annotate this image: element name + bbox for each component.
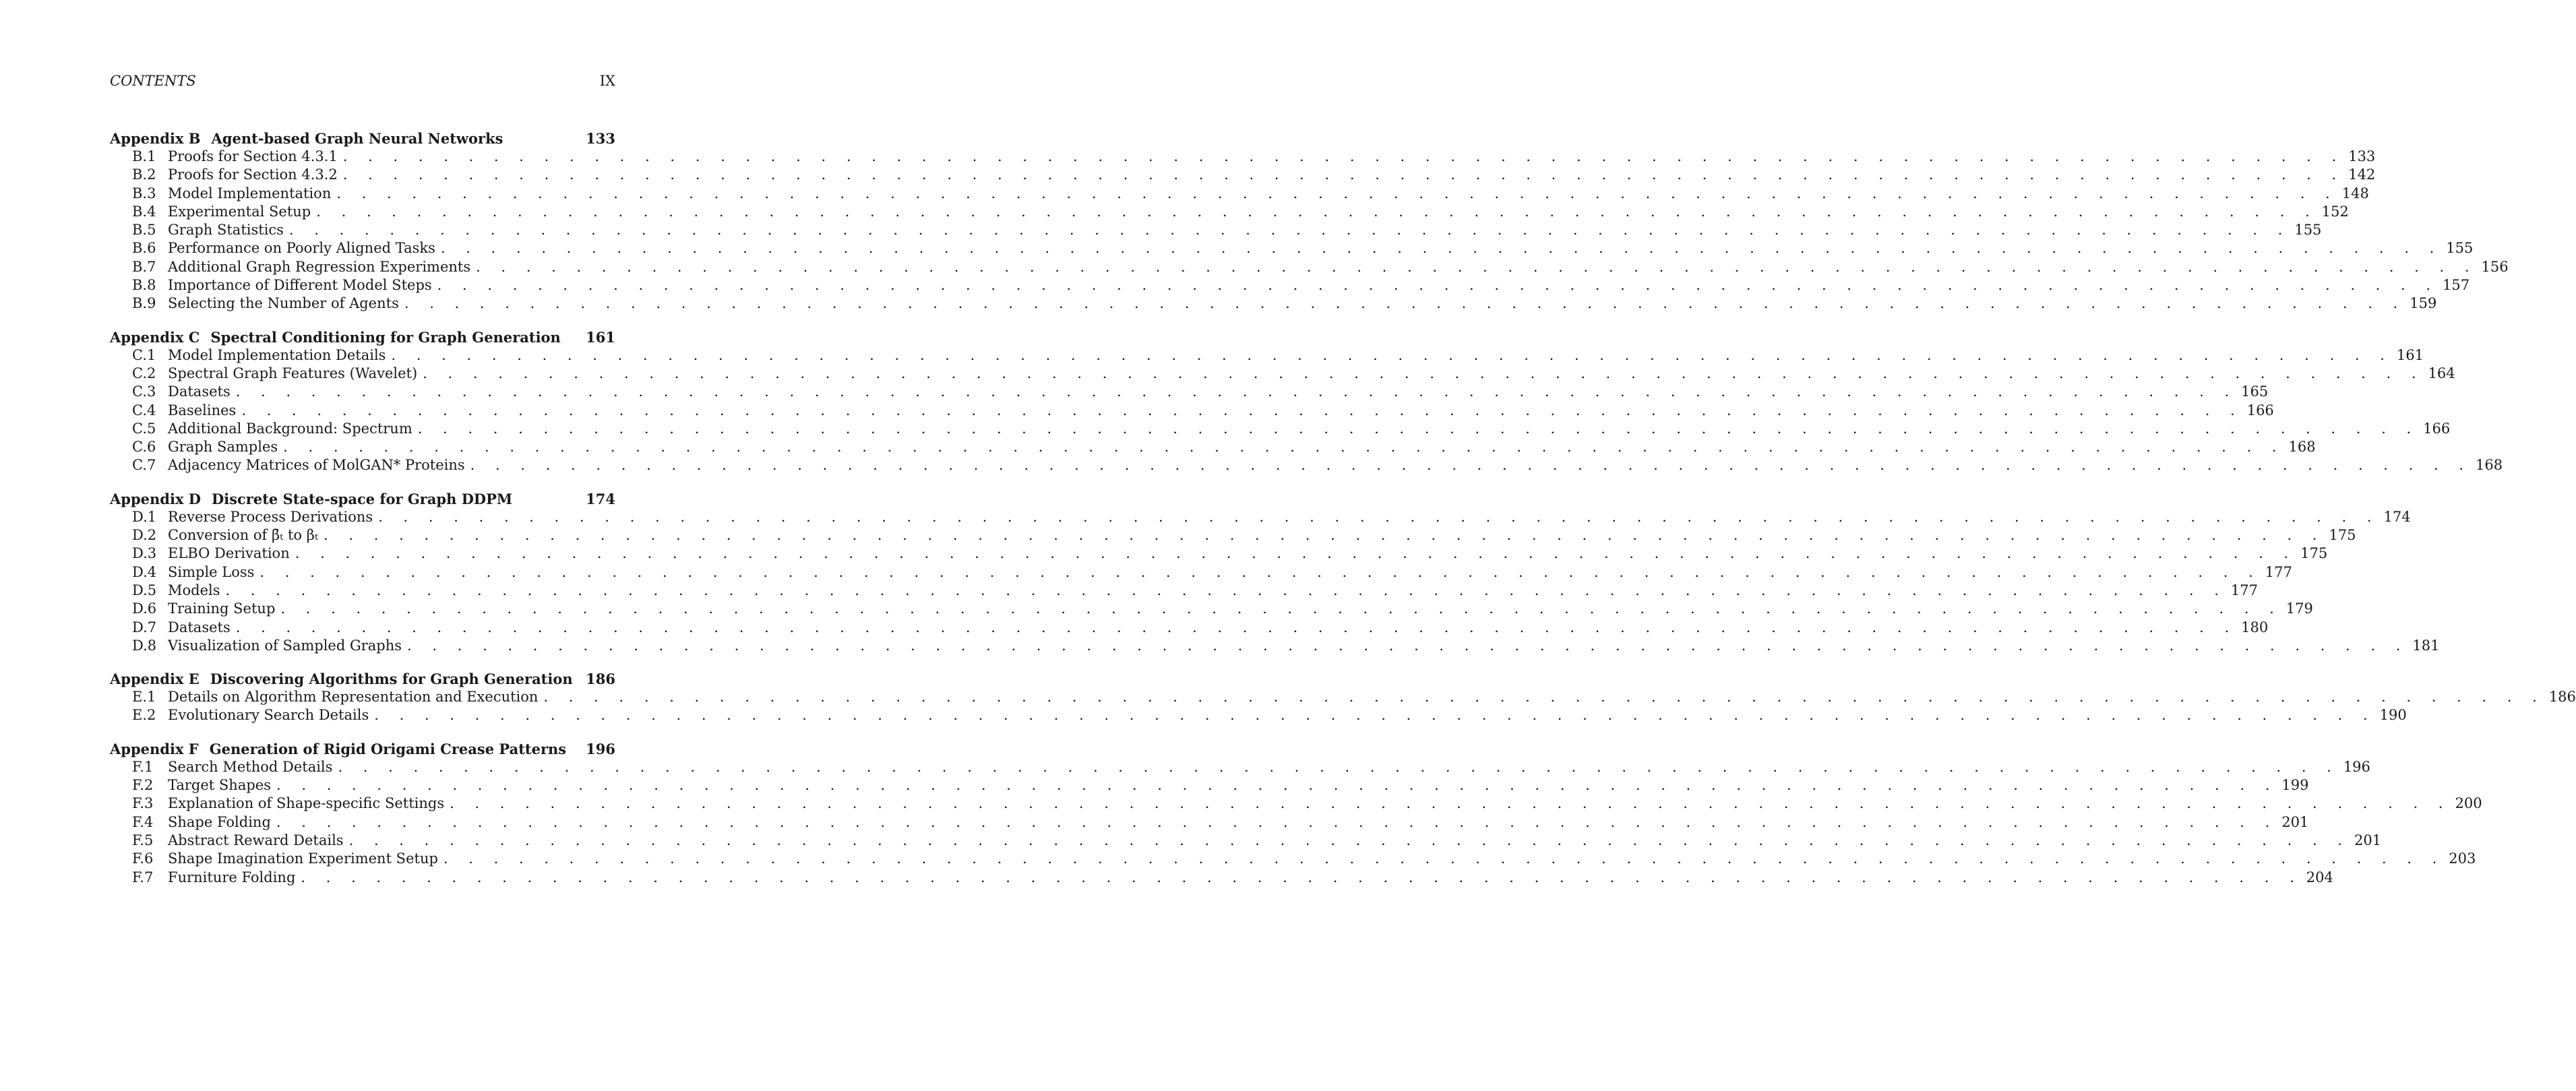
appendix-label: Appendix D xyxy=(110,490,201,507)
entry-number: C.2 xyxy=(132,365,156,381)
entry-title: Search Method Details xyxy=(168,758,333,775)
entry-number: D.1 xyxy=(132,508,157,525)
dot-leader: . . . . . . . . . . . . . . . . . . . . . . . . . . . . . . . . . . . . . . . . . . . . . . . . . . . . . . . . . . . . . . . . . . . . . . . . . . . . . . . . xyxy=(342,166,2345,183)
dot-leader: . . . . . . . . . . . . . . . . . . . . . . . . . . . . . . . . . . . . . . . . . . . . . . . . . . . . . . . . . . . . . . . . . . . . . . . . . . . . . . . . xyxy=(280,600,2282,617)
dot-leader: . . . . . . . . . . . . . . . . . . . . . . . . . . . . . . . . . . . . . . . . . . . . . . . . . . . . . . . . . . . . . . . . . . . . . . . . . . . . . . . . xyxy=(235,383,2238,400)
entry-title: Visualization of Sampled Graphs xyxy=(168,637,402,654)
entry-number: B.7 xyxy=(132,258,156,275)
entry-title: Furniture Folding xyxy=(168,869,296,885)
entry-number: F.6 xyxy=(132,850,154,867)
entry-page-number: 152 xyxy=(2321,203,2349,220)
entry-title: ELBO Derivation xyxy=(168,545,290,562)
toc-entry[interactable] xyxy=(110,832,2382,850)
running-head xyxy=(110,73,615,93)
toc-entry[interactable] xyxy=(110,456,2503,474)
toc-entry[interactable] xyxy=(110,600,2313,618)
entry-title: Proofs for Section 4.3.1 xyxy=(168,148,338,164)
toc-entry[interactable] xyxy=(110,346,2424,365)
entry-page-number: 177 xyxy=(2230,582,2258,598)
toc-appendix-heading[interactable] xyxy=(110,490,615,508)
entry-page-number: 200 xyxy=(2455,795,2482,812)
toc-entry[interactable] xyxy=(110,544,2328,563)
dot-leader: . . . . . . . . . . . . . . . . . . . . . . . . . . . . . . . . . . . . . . . . . . . . . . . . . . . . . . . . . . . . . . . . . . . . . . . . . . . . . . . . xyxy=(407,637,2409,654)
entry-number: F.1 xyxy=(132,758,154,775)
appendix-page-number: 161 xyxy=(586,328,615,346)
entry-title: Models xyxy=(168,582,220,598)
entry-title: Model Implementation xyxy=(168,185,332,201)
dot-leader: . . . . . . . . . . . . . . . . . . . . . . . . . . . . . . . . . . . . . . . . . . . . . . . . . . . . . . . . . . . . . . . . . . . . . . . . . . . . . . . . xyxy=(440,240,2443,257)
appendix-label: Appendix E xyxy=(110,671,200,688)
entry-number: D.3 xyxy=(132,545,157,562)
entry-title: Spectral Graph Features (Wavelet) xyxy=(168,365,418,381)
running-head-title: CONTENTS xyxy=(110,73,196,89)
entry-title: Selecting the Number of Agents xyxy=(168,295,399,312)
dot-leader: . . . . . . . . . . . . . . . . . . . . . . . . . . . . . . . . . . . . . . . . . . . . . . . . . . . . . . . . . . . . . . . . . . . . . . . . . . . . . . . . xyxy=(338,758,2339,775)
entry-title: Importance of Different Model Steps xyxy=(168,277,432,294)
dot-leader: . . . . . . . . . . . . . . . . . . . . . . . . . . . . . . . . . . . . . . . . . . . . . . . . . . . . . . . . . . . . . . . . . . . . . . . . . . . . . . . . xyxy=(450,795,2451,812)
entry-title: Shape Folding xyxy=(168,813,271,830)
entry-title: Performance on Poorly Aligned Tasks xyxy=(168,240,435,257)
entry-page-number: 142 xyxy=(2348,166,2376,183)
entry-page-number: 156 xyxy=(2481,258,2509,275)
entry-title: Shape Imagination Experiment Setup xyxy=(168,850,438,867)
dot-leader: . . . . . . . . . . . . . . . . . . . . . . . . . . . . . . . . . . . . . . . . . . . . . . . . . . . . . . . . . . . . . . . . . . . . . . . . . . . . . . . . xyxy=(374,707,2376,724)
entry-page-number: 148 xyxy=(2341,185,2369,201)
dot-leader: . . . . . . . . . . . . . . . . . . . . . . . . . . . . . . . . . . . . . . . . . . . . . . . . . . . . . . . . . . . . . . . . . . . . . . . . . . . . . . . . xyxy=(288,222,2291,239)
entry-page-number: 190 xyxy=(2379,707,2407,724)
entry-number: B.9 xyxy=(132,295,156,312)
toc-entry[interactable] xyxy=(110,563,2292,582)
entry-title: Graph Samples xyxy=(168,439,278,456)
toc-entry[interactable] xyxy=(110,794,2482,813)
entry-title: Additional Graph Regression Experiments xyxy=(168,258,471,275)
entry-number: C.5 xyxy=(132,420,156,437)
toc-entry[interactable] xyxy=(110,582,2258,600)
appendix-label: Appendix C xyxy=(110,328,200,346)
entry-page-number: 168 xyxy=(2288,439,2316,456)
toc-entry[interactable] xyxy=(110,526,2356,544)
entry-title: Adjacency Matrices of MolGAN* Proteins xyxy=(168,457,465,474)
toc-appendix-section xyxy=(110,670,2576,725)
toc-entry[interactable] xyxy=(110,365,2455,383)
appendix-title: Discovering Algorithms for Graph Generation xyxy=(210,671,573,688)
dot-leader: . . . . . . . . . . . . . . . . . . . . . . . . . . . . . . . . . . . . . . . . . . . . . . . . . . . . . . . . . . . . . . . . . . . . . . . . . . . . . . . . xyxy=(391,346,2393,363)
entry-page-number: 166 xyxy=(2246,402,2274,418)
toc-entry[interactable] xyxy=(110,706,2407,724)
entry-number: D.7 xyxy=(132,619,157,635)
entry-number: B.3 xyxy=(132,185,156,201)
toc-appendix-heading[interactable] xyxy=(110,670,615,688)
entry-number: C.4 xyxy=(132,402,156,418)
entry-page-number: 174 xyxy=(2383,508,2411,525)
toc-entry[interactable] xyxy=(110,276,2470,294)
toc-appendix-heading[interactable] xyxy=(110,129,615,148)
entry-title: Explanation of Shape-specific Settings xyxy=(168,795,445,812)
entry-number: E.1 xyxy=(132,689,156,706)
entry-title: Simple Loss xyxy=(168,563,255,580)
entry-page-number: 201 xyxy=(2281,813,2309,830)
entry-page-number: 168 xyxy=(2476,457,2503,474)
dot-leader: . . . . . . . . . . . . . . . . . . . . . . . . . . . . . . . . . . . . . . . . . . . . . . . . . . . . . . . . . . . . . . . . . . . . . . . . . . . . . . . . xyxy=(342,148,2345,164)
entry-page-number: 181 xyxy=(2412,637,2440,654)
entry-page-number: 199 xyxy=(2281,777,2309,794)
entry-title: Model Implementation Details xyxy=(168,346,386,363)
toc-appendix-section xyxy=(110,129,2509,313)
entry-title: Baselines xyxy=(168,402,237,418)
dot-leader: . . . . . . . . . . . . . . . . . . . . . . . . . . . . . . . . . . . . . . . . . . . . . . . . . . . . . . . . . . . . . . . . . . . . . . . . . . . . . . . . xyxy=(235,619,2238,635)
entry-number: D.4 xyxy=(132,563,157,580)
toc-appendix-heading[interactable] xyxy=(110,740,615,758)
appendix-page-number: 174 xyxy=(586,490,615,507)
entry-page-number: 166 xyxy=(2423,420,2451,437)
toc-entry[interactable] xyxy=(110,776,2309,794)
toc-entry[interactable] xyxy=(110,813,2309,832)
entry-title: Target Shapes xyxy=(168,777,271,794)
toc-entry[interactable] xyxy=(110,203,2349,221)
entry-page-number: 196 xyxy=(2343,758,2370,775)
toc-entry[interactable] xyxy=(110,221,2322,239)
dot-leader: . . . . . . . . . . . . . . . . . . . . . . . . . . . . . . . . . . . . . . . . . . . . . . . . . . . . . . . . . . . . . . . . . . . . . . . . . . . . . . . . xyxy=(283,439,2285,456)
entry-page-number: 186 xyxy=(2548,689,2576,706)
entry-number: D.2 xyxy=(132,527,157,544)
entry-page-number: 179 xyxy=(2286,600,2313,617)
appendix-page-number: 133 xyxy=(586,130,615,147)
toc-entry[interactable] xyxy=(110,383,2269,401)
entry-page-number: 175 xyxy=(2329,527,2356,544)
document-page xyxy=(110,0,2576,1091)
entry-title: Abstract Reward Details xyxy=(168,832,344,848)
toc-entry[interactable] xyxy=(110,619,2269,637)
entry-number: F.7 xyxy=(132,869,154,885)
entry-number: C.6 xyxy=(132,439,156,456)
appendix-label: Appendix F xyxy=(110,740,199,757)
entry-number: F.4 xyxy=(132,813,154,830)
toc-entry[interactable] xyxy=(110,294,2437,313)
appendix-title: Discrete State-space for Graph DDPM xyxy=(212,490,513,507)
toc-entry[interactable] xyxy=(110,402,2274,420)
dot-leader: . . . . . . . . . . . . . . . . . . . . . . . . . . . . . . . . . . . . . . . . . . . . . . . . . . . . . . . . . . . . . . . . . . . . . . . . . . . . . . . . xyxy=(241,402,2243,418)
appendix-title: Agent-based Graph Neural Networks xyxy=(211,130,503,147)
entry-number: F.2 xyxy=(132,777,154,794)
dot-leader: . . . . . . . . . . . . . . . . . . . . . . . . . . . . . . . . . . . . . . . . . . . . . . . . . . . . . . . . . . . . . . . . . . . . . . . . . . . . . . . . xyxy=(259,563,2261,580)
appendix-page-number: 196 xyxy=(586,740,615,757)
entry-number: B.1 xyxy=(132,148,156,164)
dot-leader: . . . . . . . . . . . . . . . . . . . . . . . . . . . . . . . . . . . . . . . . . . . . . . . . . . . . . . . . . . . . . . . . . . . . . . . . . . . . . . . . xyxy=(276,813,2278,830)
entry-page-number: 159 xyxy=(2410,295,2437,312)
entry-page-number: 175 xyxy=(2300,545,2328,562)
dot-leader: . . . . . . . . . . . . . . . . . . . . . . . . . . . . . . . . . . . . . . . . . . . . . . . . . . . . . . . . . . . . . . . . . . . . . . . . . . . . . . . . xyxy=(336,185,2338,201)
entry-number: E.2 xyxy=(132,707,156,724)
entry-title: Experimental Setup xyxy=(168,203,311,220)
entry-number: D.8 xyxy=(132,637,157,654)
entry-number: D.5 xyxy=(132,582,157,598)
dot-leader: . . . . . . . . . . . . . . . . . . . . . . . . . . . . . . . . . . . . . . . . . . . . . . . . . . . . . . . . . . . . . . . . . . . . . . . . . . . . . . . . xyxy=(423,365,2424,381)
entry-number: B.5 xyxy=(132,222,156,239)
appendix-title: Generation of Rigid Origami Crease Patterns xyxy=(209,740,567,757)
toc-entry[interactable] xyxy=(110,148,2376,166)
toc-entry[interactable] xyxy=(110,420,2451,438)
entry-page-number: 155 xyxy=(2446,240,2474,257)
entry-page-number: 180 xyxy=(2241,619,2269,635)
toc-entry[interactable] xyxy=(110,258,2509,276)
entry-page-number: 165 xyxy=(2241,383,2269,400)
toc-appendix-heading[interactable] xyxy=(110,328,615,346)
entry-title: Training Setup xyxy=(168,600,276,617)
dot-leader: . . . . . . . . . . . . . . . . . . . . . . . . . . . . . . . . . . . . . . . . . . . . . . . . . . . . . . . . . . . . . . . . . . . . . . . . . . . . . . . . xyxy=(470,457,2472,474)
toc-appendix-section xyxy=(110,328,2503,475)
toc-entry[interactable] xyxy=(110,850,2476,868)
entry-title: Datasets xyxy=(168,619,231,635)
entry-number: B.6 xyxy=(132,240,156,257)
dot-leader: . . . . . . . . . . . . . . . . . . . . . . . . . . . . . . . . . . . . . . . . . . . . . . . . . . . . . . . . . . . . . . . . . . . . . . . . . . . . . . . . xyxy=(378,508,2380,525)
entry-page-number: 203 xyxy=(2449,850,2476,867)
toc-entry[interactable] xyxy=(110,637,2440,655)
appendix-title: Spectral Conditioning for Graph Generation xyxy=(210,328,561,346)
entry-page-number: 204 xyxy=(2306,869,2333,885)
dot-leader: . . . . . . . . . . . . . . . . . . . . . . . . . . . . . . . . . . . . . . . . . . . . . . . . . . . . . . . . . . . . . . . . . . . . . . . . . . . . . . . . xyxy=(301,869,2302,885)
entry-number: C.7 xyxy=(132,457,156,474)
dot-leader: . . . . . . . . . . . . . . . . . . . . . . . . . . . . . . . . . . . . . . . . . . . . . . . . . . . . . . . . . . . . . . . . . . . . . . . . . . . . . . . . xyxy=(348,832,2350,848)
toc-appendix-section xyxy=(110,490,2440,655)
toc-entry[interactable] xyxy=(110,508,2411,526)
entry-title: Graph Statistics xyxy=(168,222,284,239)
dot-leader: . . . . . . . . . . . . . . . . . . . . . . . . . . . . . . . . . . . . . . . . . . . . . . . . . . . . . . . . . . . . . . . . . . . . . . . . . . . . . . . . xyxy=(476,258,2478,275)
dot-leader: . . . . . . . . . . . . . . . . . . . . . . . . . . . . . . . . . . . . . . . . . . . . . . . . . . . . . . . . . . . . . . . . . . . . . . . . . . . . . . . . xyxy=(437,277,2439,294)
entry-title: Reverse Process Derivations xyxy=(168,508,373,525)
dot-leader: . . . . . . . . . . . . . . . . . . . . . . . . . . . . . . . . . . . . . . . . . . . . . . . . . . . . . . . . . . . . . . . . . . . . . . . . . . . . . . . . xyxy=(295,545,2297,562)
appendix-label: Appendix B xyxy=(110,130,201,147)
dot-leader: . . . . . . . . . . . . . . . . . . . . . . . . . . . . . . . . . . . . . . . . . . . . . . . . . . . . . . . . . . . . . . . . . . . . . . . . . . . . . . . . xyxy=(404,295,2406,312)
entry-page-number: 157 xyxy=(2443,277,2470,294)
appendix-page-number: 186 xyxy=(586,671,615,688)
toc-entry[interactable] xyxy=(110,239,2474,257)
toc-entry[interactable] xyxy=(110,758,2370,776)
dot-leader: . . . . . . . . . . . . . . . . . . . . . . . . . . . . . . . . . . . . . . . . . . . . . . . . . . . . . . . . . . . . . . . . . . . . . . . . . . . . . . . . xyxy=(276,777,2278,794)
table-of-contents xyxy=(110,129,2576,902)
toc-entry[interactable] xyxy=(110,166,2376,184)
entry-number: B.2 xyxy=(132,166,156,183)
toc-entry[interactable] xyxy=(110,438,2316,456)
page-number: IX xyxy=(599,73,615,89)
entry-title: Proofs for Section 4.3.2 xyxy=(168,166,338,183)
entry-page-number: 133 xyxy=(2348,148,2376,164)
entry-number: D.6 xyxy=(132,600,157,617)
entry-page-number: 164 xyxy=(2428,365,2455,381)
entry-title: Conversion of β̄ₜ to βₜ xyxy=(168,527,319,544)
entry-title: Details on Algorithm Representation and Execution xyxy=(168,689,539,706)
dot-leader: . . . . . . . . . . . . . . . . . . . . . . . . . . . . . . . . . . . . . . . . . . . . . . . . . . . . . . . . . . . . . . . . . . . . . . . . . . . . . . . . xyxy=(225,582,2227,598)
dot-leader: . . . . . . . . . . . . . . . . . . . . . . . . . . . . . . . . . . . . . . . . . . . . . . . . . . . . . . . . . . . . . . . . . . . . . . . . . . . . . . . . xyxy=(543,689,2545,706)
entry-number: C.3 xyxy=(132,383,156,400)
entry-page-number: 161 xyxy=(2396,346,2424,363)
entry-number: F.3 xyxy=(132,795,154,812)
toc-entry[interactable] xyxy=(110,869,2333,887)
entry-title: Additional Background: Spectrum xyxy=(168,420,412,437)
entry-title: Evolutionary Search Details xyxy=(168,707,369,724)
dot-leader: . . . . . . . . . . . . . . . . . . . . . . . . . . . . . . . . . . . . . . . . . . . . . . . . . . . . . . . . . . . . . . . . . . . . . . . . . . . . . . . . xyxy=(443,850,2445,867)
toc-appendix-section xyxy=(110,740,2482,887)
toc-entry[interactable] xyxy=(110,185,2369,203)
entry-page-number: 155 xyxy=(2294,222,2322,239)
toc-entry[interactable] xyxy=(110,688,2576,706)
entry-number: B.4 xyxy=(132,203,156,220)
dot-leader: . . . . . . . . . . . . . . . . . . . . . . . . . . . . . . . . . . . . . . . . . . . . . . . . . . . . . . . . . . . . . . . . . . . . . . . . . . . . . . . . xyxy=(417,420,2420,437)
dot-leader: . . . . . . . . . . . . . . . . . . . . . . . . . . . . . . . . . . . . . . . . . . . . . . . . . . . . . . . . . . . . . . . . . . . . . . . . . . . . . . . . xyxy=(316,203,2318,220)
entry-page-number: 177 xyxy=(2265,563,2292,580)
dot-leader: . . . . . . . . . . . . . . . . . . . . . . . . . . . . . . . . . . . . . . . . . . . . . . . . . . . . . . . . . . . . . . . . . . . . . . . . . . . . . . . . xyxy=(324,527,2325,544)
entry-number: B.8 xyxy=(132,277,156,294)
entry-number: C.1 xyxy=(132,346,156,363)
entry-number: F.5 xyxy=(132,832,154,848)
entry-page-number: 201 xyxy=(2354,832,2382,848)
entry-title: Datasets xyxy=(168,383,231,400)
